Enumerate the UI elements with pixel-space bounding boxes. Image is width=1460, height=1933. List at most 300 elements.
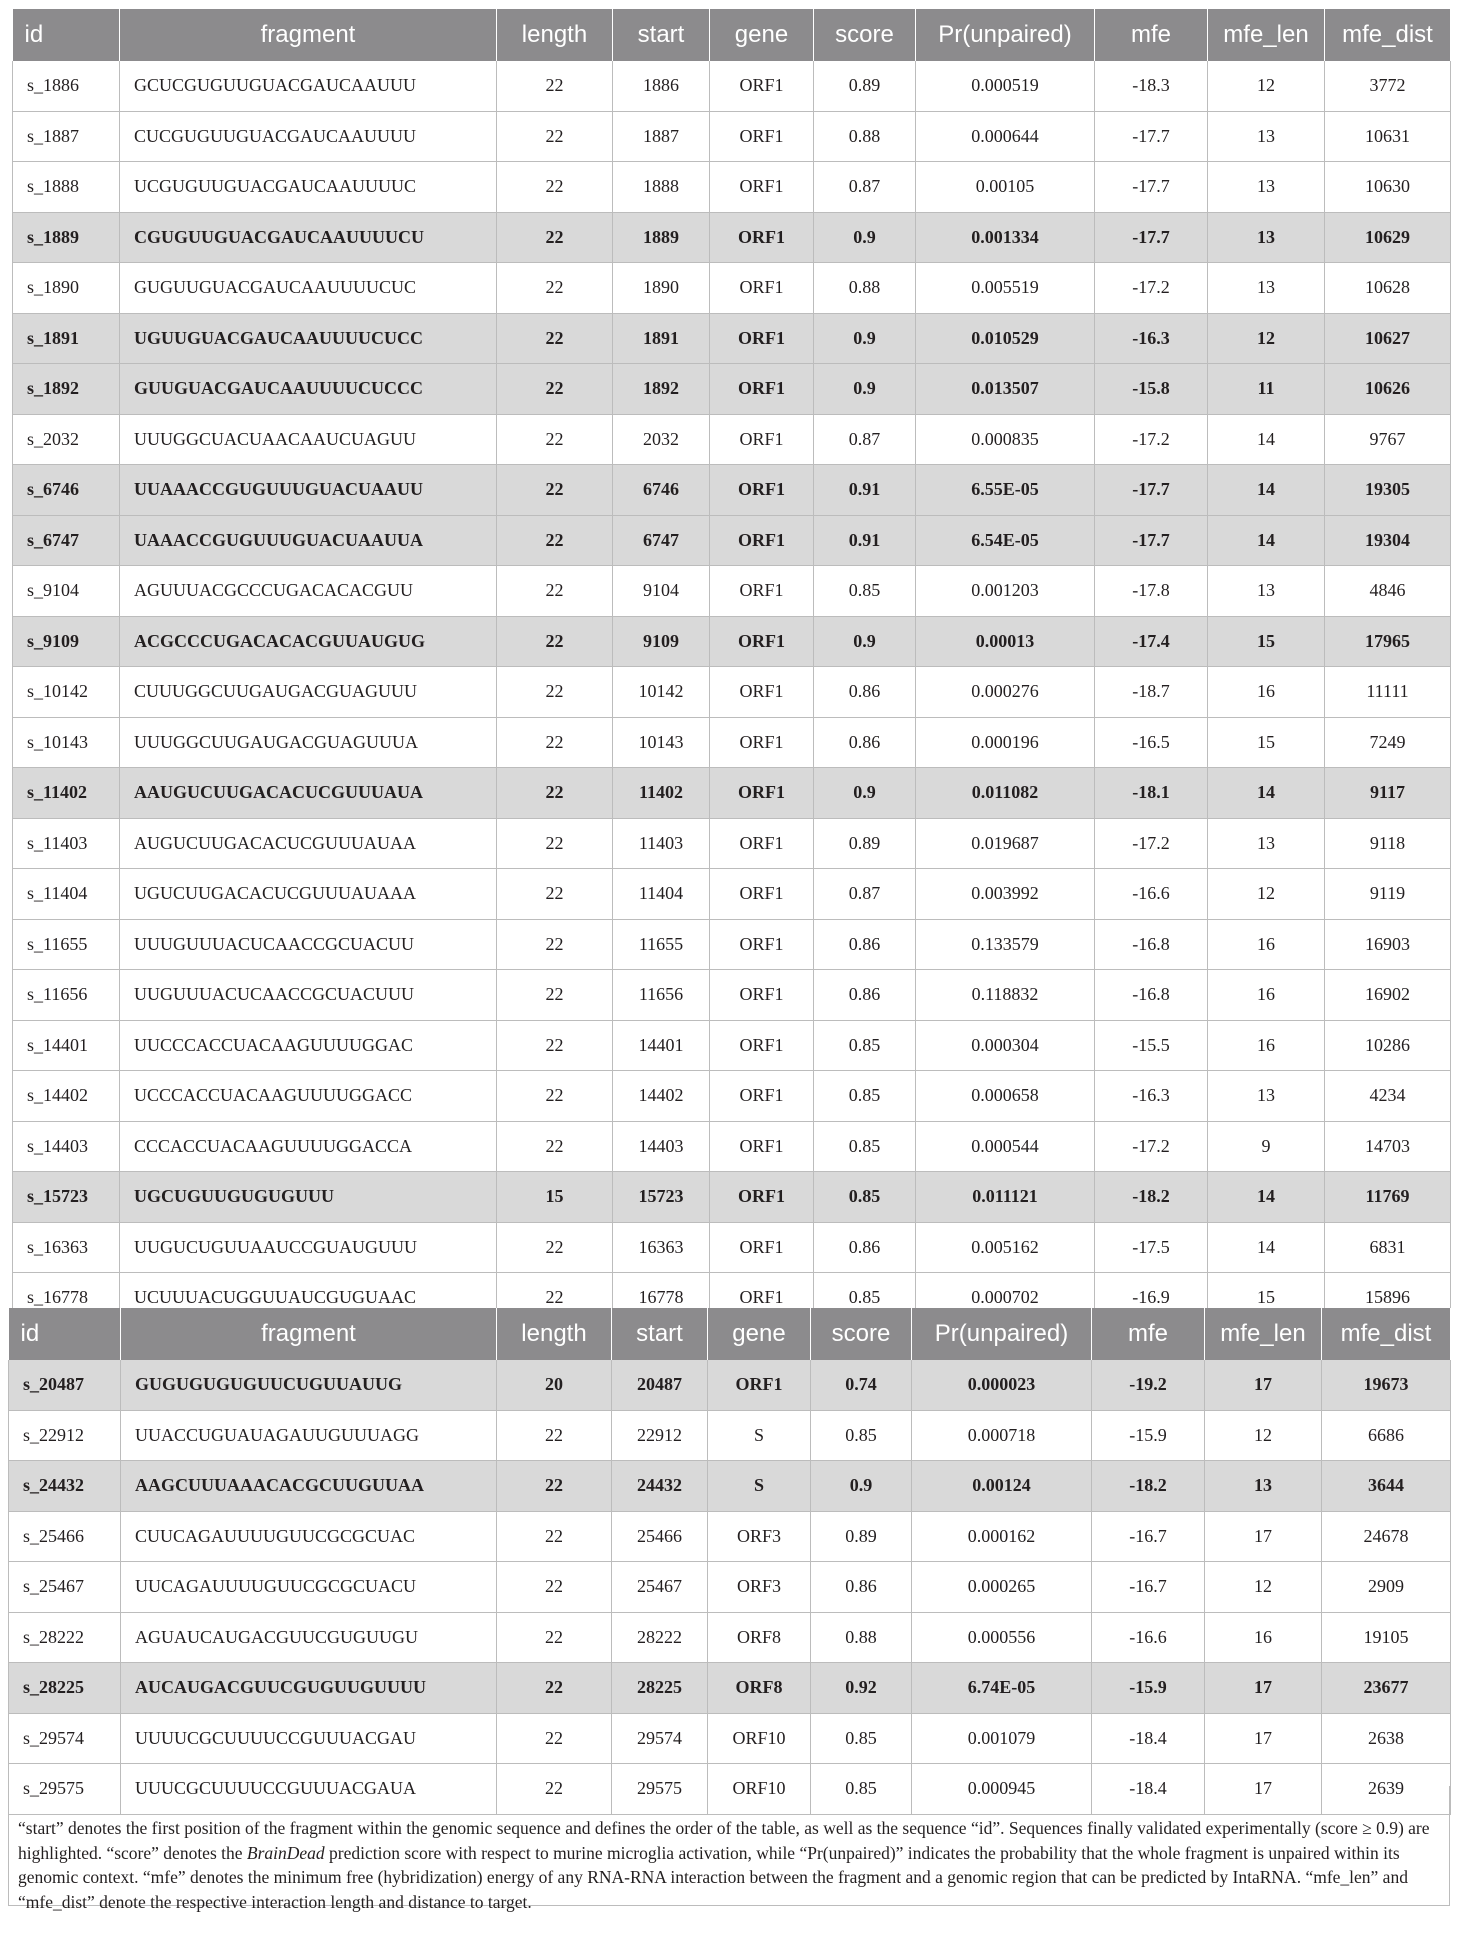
gene-cell: ORF1 <box>710 313 814 364</box>
start-cell: 14401 <box>613 1020 710 1071</box>
length-cell: 22 <box>497 1071 613 1122</box>
fragment-cell: UAAACCGUGUUUGUACUAAUUA <box>120 515 497 566</box>
pr-unpaired-cell: 0.00105 <box>916 162 1095 213</box>
id-cell: s_15723 <box>13 1172 120 1223</box>
table-header-row <box>9 1308 1451 1360</box>
column-header-id: id <box>9 1308 121 1360</box>
id-cell: s_16363 <box>13 1222 120 1273</box>
mfe-cell: -17.7 <box>1095 465 1208 516</box>
length-cell: 22 <box>497 768 613 819</box>
mfe-cell: -16.3 <box>1095 313 1208 364</box>
score-cell: 0.9 <box>811 1461 912 1512</box>
mfe-cell: -18.3 <box>1095 61 1208 111</box>
mfe-dist-cell: 9119 <box>1325 869 1451 920</box>
length-cell: 22 <box>497 313 613 364</box>
start-cell: 11656 <box>613 970 710 1021</box>
id-cell: s_11404 <box>13 869 120 920</box>
start-cell: 6746 <box>613 465 710 516</box>
pr-unpaired-cell: 0.118832 <box>916 970 1095 1021</box>
mfe-cell: -15.8 <box>1095 364 1208 415</box>
mfe-len-cell: 14 <box>1208 1172 1325 1223</box>
score-cell: 0.74 <box>811 1360 912 1410</box>
length-cell: 22 <box>497 1612 612 1663</box>
start-cell: 11403 <box>613 818 710 869</box>
fragment-cell: UUACCUGUAUAGAUUGUUUAGG <box>121 1410 497 1461</box>
id-cell: s_28222 <box>9 1612 121 1663</box>
mfe-dist-cell: 7249 <box>1325 717 1451 768</box>
start-cell: 28222 <box>612 1612 708 1663</box>
id-cell: s_24432 <box>9 1461 121 1512</box>
table-row <box>13 667 1451 718</box>
mfe-cell: -17.5 <box>1095 1222 1208 1273</box>
mfe-dist-cell: 16902 <box>1325 970 1451 1021</box>
column-header-mfe-dist: mfe_dist <box>1322 1308 1451 1360</box>
mfe-cell: -18.2 <box>1092 1461 1205 1512</box>
table-row <box>13 869 1451 920</box>
table-body <box>13 61 1451 1323</box>
table-row-highlighted <box>13 212 1451 263</box>
column-header-mfe: mfe <box>1092 1308 1205 1360</box>
column-header-start: start <box>612 1308 708 1360</box>
mfe-len-cell: 17 <box>1205 1360 1322 1410</box>
mfe-dist-cell: 6831 <box>1325 1222 1451 1273</box>
column-header-fragment: fragment <box>120 9 497 61</box>
pr-unpaired-cell: 0.011121 <box>916 1172 1095 1223</box>
column-header-start: start <box>613 9 710 61</box>
mfe-dist-cell: 3772 <box>1325 61 1451 111</box>
pr-unpaired-cell: 0.019687 <box>916 818 1095 869</box>
fragment-cell: UUAAACCGUGUUUGUACUAAUU <box>120 465 497 516</box>
pr-unpaired-cell: 0.000718 <box>912 1410 1092 1461</box>
mfe-len-cell: 13 <box>1208 212 1325 263</box>
length-cell: 22 <box>497 1020 613 1071</box>
gene-cell: S <box>708 1461 811 1512</box>
mfe-len-cell: 13 <box>1208 566 1325 617</box>
score-cell: 0.86 <box>814 717 916 768</box>
length-cell: 22 <box>497 818 613 869</box>
column-header-length: length <box>497 1308 612 1360</box>
mfe-len-cell: 17 <box>1205 1663 1322 1714</box>
mfe-cell: -16.6 <box>1092 1612 1205 1663</box>
length-cell: 22 <box>497 1562 612 1613</box>
column-header-score: score <box>811 1308 912 1360</box>
mfe-cell: -17.2 <box>1095 818 1208 869</box>
mfe-dist-cell: 19305 <box>1325 465 1451 516</box>
fragment-cell: GCUCGUGUUGUACGAUCAAUUU <box>120 61 497 111</box>
start-cell: 14403 <box>613 1121 710 1172</box>
length-cell: 22 <box>497 1713 612 1764</box>
mfe-dist-cell: 19673 <box>1322 1360 1451 1410</box>
fragment-cell: UCUUUACUGGUUAUCGUGUAAC <box>120 1273 497 1324</box>
gene-cell: ORF1 <box>710 1020 814 1071</box>
column-header-fragment: fragment <box>121 1308 497 1360</box>
pr-unpaired-cell: 0.001079 <box>912 1713 1092 1764</box>
id-cell: s_1891 <box>13 313 120 364</box>
table-row <box>9 1410 1451 1461</box>
fragment-cell: AGUUUACGCCCUGACACACGUU <box>120 566 497 617</box>
mfe-dist-cell: 16903 <box>1325 919 1451 970</box>
pr-unpaired-cell: 0.003992 <box>916 869 1095 920</box>
fragment-cell: UUUGGCUUGAUGACGUAGUUUA <box>120 717 497 768</box>
pr-unpaired-cell: 0.133579 <box>916 919 1095 970</box>
length-cell: 22 <box>497 465 613 516</box>
id-cell: s_1890 <box>13 263 120 314</box>
data-table-part-1 <box>12 9 1450 1324</box>
mfe-len-cell: 11 <box>1208 364 1325 415</box>
id-cell: s_1888 <box>13 162 120 213</box>
pr-unpaired-cell: 6.54E-05 <box>916 515 1095 566</box>
column-header-mfe-len: mfe_len <box>1208 9 1325 61</box>
id-cell: s_14403 <box>13 1121 120 1172</box>
score-cell: 0.87 <box>814 162 916 213</box>
score-cell: 0.89 <box>811 1511 912 1562</box>
fragment-cell: UUCCCACCUACAAGUUUUGGAC <box>120 1020 497 1071</box>
table-row <box>13 1020 1451 1071</box>
mfe-dist-cell: 23677 <box>1322 1663 1451 1714</box>
id-cell: s_1886 <box>13 61 120 111</box>
fragment-cell: UCGUGUUGUACGAUCAAUUUUC <box>120 162 497 213</box>
mfe-dist-cell: 10286 <box>1325 1020 1451 1071</box>
length-cell: 22 <box>497 970 613 1021</box>
length-cell: 22 <box>497 1764 612 1815</box>
id-cell: s_29574 <box>9 1713 121 1764</box>
mfe-len-cell: 16 <box>1208 919 1325 970</box>
mfe-cell: -18.1 <box>1095 768 1208 819</box>
gene-cell: ORF1 <box>710 515 814 566</box>
start-cell: 28225 <box>612 1663 708 1714</box>
table-body <box>9 1360 1451 1814</box>
score-cell: 0.89 <box>814 61 916 111</box>
fragment-cell: UGCUGUUGUGUGUUU <box>120 1172 497 1223</box>
table-row <box>13 818 1451 869</box>
gene-cell: ORF1 <box>710 1222 814 1273</box>
score-cell: 0.9 <box>814 364 916 415</box>
column-header-length: length <box>497 9 613 61</box>
gene-cell: ORF1 <box>710 1172 814 1223</box>
mfe-dist-cell: 11769 <box>1325 1172 1451 1223</box>
fragment-cell: ACGCCCUGACACACGUUAUGUG <box>120 616 497 667</box>
length-cell: 22 <box>497 1222 613 1273</box>
length-cell: 22 <box>497 61 613 111</box>
mfe-cell: -16.7 <box>1092 1511 1205 1562</box>
mfe-dist-cell: 9118 <box>1325 818 1451 869</box>
mfe-len-cell: 14 <box>1208 465 1325 516</box>
id-cell: s_11655 <box>13 919 120 970</box>
length-cell: 22 <box>497 919 613 970</box>
pr-unpaired-cell: 0.000196 <box>916 717 1095 768</box>
fragment-cell: UUGUUUACUCAACCGCUACUUU <box>120 970 497 1021</box>
mfe-cell: -17.7 <box>1095 212 1208 263</box>
pr-unpaired-cell: 0.000644 <box>916 111 1095 162</box>
id-cell: s_10143 <box>13 717 120 768</box>
table-row <box>9 1562 1451 1613</box>
pr-unpaired-cell: 0.001203 <box>916 566 1095 617</box>
mfe-len-cell: 13 <box>1205 1461 1322 1512</box>
mfe-cell: -18.7 <box>1095 667 1208 718</box>
mfe-cell: -15.9 <box>1092 1663 1205 1714</box>
length-cell: 22 <box>497 1121 613 1172</box>
score-cell: 0.86 <box>811 1562 912 1613</box>
mfe-cell: -17.7 <box>1095 515 1208 566</box>
gene-cell: ORF1 <box>710 970 814 1021</box>
length-cell: 20 <box>497 1360 612 1410</box>
mfe-cell: -18.4 <box>1092 1764 1205 1815</box>
table-row <box>9 1511 1451 1562</box>
mfe-dist-cell: 2639 <box>1322 1764 1451 1815</box>
length-cell: 22 <box>497 414 613 465</box>
fragment-cell: UUUCGCUUUUCCGUUUACGAUA <box>121 1764 497 1815</box>
mfe-dist-cell: 10627 <box>1325 313 1451 364</box>
score-cell: 0.86 <box>814 919 916 970</box>
gene-cell: ORF1 <box>710 1121 814 1172</box>
mfe-dist-cell: 14703 <box>1325 1121 1451 1172</box>
table-row-highlighted <box>13 1172 1451 1223</box>
mfe-len-cell: 14 <box>1208 515 1325 566</box>
start-cell: 10142 <box>613 667 710 718</box>
length-cell: 22 <box>497 364 613 415</box>
score-cell: 0.9 <box>814 768 916 819</box>
start-cell: 16363 <box>613 1222 710 1273</box>
id-cell: s_1889 <box>13 212 120 263</box>
table-row-highlighted <box>13 515 1451 566</box>
start-cell: 10143 <box>613 717 710 768</box>
mfe-cell: -18.2 <box>1095 1172 1208 1223</box>
table-row-highlighted <box>13 364 1451 415</box>
mfe-cell: -15.9 <box>1092 1410 1205 1461</box>
score-cell: 0.85 <box>811 1764 912 1815</box>
fragment-cell: AGUAUCAUGACGUUCGUGUUGU <box>121 1612 497 1663</box>
length-cell: 22 <box>497 717 613 768</box>
id-cell: s_9104 <box>13 566 120 617</box>
mfe-cell: -17.2 <box>1095 1121 1208 1172</box>
mfe-dist-cell: 9117 <box>1325 768 1451 819</box>
start-cell: 9104 <box>613 566 710 617</box>
mfe-len-cell: 12 <box>1208 61 1325 111</box>
length-cell: 22 <box>497 1410 612 1461</box>
table-row <box>13 1121 1451 1172</box>
fragment-cell: UGUUGUACGAUCAAUUUUCUCC <box>120 313 497 364</box>
id-cell: s_11403 <box>13 818 120 869</box>
score-cell: 0.85 <box>811 1410 912 1461</box>
length-cell: 22 <box>497 1511 612 1562</box>
score-cell: 0.87 <box>814 869 916 920</box>
start-cell: 6747 <box>613 515 710 566</box>
mfe-dist-cell: 10629 <box>1325 212 1451 263</box>
start-cell: 1891 <box>613 313 710 364</box>
gene-cell: ORF1 <box>710 61 814 111</box>
mfe-len-cell: 12 <box>1208 869 1325 920</box>
table-row-highlighted <box>9 1663 1451 1714</box>
start-cell: 25467 <box>612 1562 708 1613</box>
mfe-len-cell: 13 <box>1208 818 1325 869</box>
mfe-cell: -16.5 <box>1095 717 1208 768</box>
start-cell: 1892 <box>613 364 710 415</box>
score-cell: 0.86 <box>814 667 916 718</box>
gene-cell: ORF1 <box>710 212 814 263</box>
mfe-dist-cell: 19304 <box>1325 515 1451 566</box>
score-cell: 0.87 <box>814 414 916 465</box>
id-cell: s_1892 <box>13 364 120 415</box>
gene-cell: ORF1 <box>710 1071 814 1122</box>
column-header-mfe-len: mfe_len <box>1205 1308 1322 1360</box>
start-cell: 1890 <box>613 263 710 314</box>
pr-unpaired-cell: 0.000519 <box>916 61 1095 111</box>
mfe-len-cell: 9 <box>1208 1121 1325 1172</box>
gene-cell: ORF8 <box>708 1663 811 1714</box>
mfe-cell: -15.5 <box>1095 1020 1208 1071</box>
table-row-highlighted <box>13 465 1451 516</box>
id-cell: s_22912 <box>9 1410 121 1461</box>
pr-unpaired-cell: 0.013507 <box>916 364 1095 415</box>
score-cell: 0.85 <box>814 1071 916 1122</box>
mfe-dist-cell: 10631 <box>1325 111 1451 162</box>
mfe-dist-cell: 2638 <box>1322 1713 1451 1764</box>
pr-unpaired-cell: 0.000276 <box>916 667 1095 718</box>
id-cell: s_14402 <box>13 1071 120 1122</box>
fragment-cell: UGUCUUGACACUCGUUUAUAAA <box>120 869 497 920</box>
fragment-cell: AUGUCUUGACACUCGUUUAUAA <box>120 818 497 869</box>
table-row <box>9 1713 1451 1764</box>
mfe-dist-cell: 4234 <box>1325 1071 1451 1122</box>
gene-cell: ORF1 <box>710 111 814 162</box>
table-row-highlighted <box>13 768 1451 819</box>
table-row <box>13 263 1451 314</box>
score-cell: 0.89 <box>814 818 916 869</box>
length-cell: 22 <box>497 1273 613 1324</box>
fragment-cell: CUUCAGAUUUUGUUCGCGCUAC <box>121 1511 497 1562</box>
score-cell: 0.88 <box>814 263 916 314</box>
mfe-len-cell: 14 <box>1208 1222 1325 1273</box>
pr-unpaired-cell: 0.000304 <box>916 1020 1095 1071</box>
id-cell: s_1887 <box>13 111 120 162</box>
gene-cell: ORF1 <box>710 869 814 920</box>
mfe-len-cell: 17 <box>1205 1511 1322 1562</box>
mfe-dist-cell: 9767 <box>1325 414 1451 465</box>
table-row-highlighted <box>9 1360 1451 1410</box>
mfe-len-cell: 16 <box>1208 667 1325 718</box>
footnote-text-2: prediction score with respect to murine microglia activation, while “Pr(unpaired)” indicates the probability that the whole fragment is unpaired within its genomic context. “mfe” denotes the minimum free (hybridization) energy of any RNA-RNA interaction between the fragment and a genomic region that can be predicted by IntaRNA. “mfe_len” and “mfe_dist” denote the respective interaction length and distance to target. <box>18 1842 1408 1912</box>
id-cell: s_28225 <box>9 1663 121 1714</box>
pr-unpaired-cell: 0.000556 <box>912 1612 1092 1663</box>
mfe-len-cell: 15 <box>1208 717 1325 768</box>
gene-cell: ORF1 <box>710 465 814 516</box>
mfe-cell: -17.4 <box>1095 616 1208 667</box>
mfe-len-cell: 14 <box>1208 414 1325 465</box>
id-cell: s_9109 <box>13 616 120 667</box>
id-cell: s_25467 <box>9 1562 121 1613</box>
start-cell: 16778 <box>613 1273 710 1324</box>
table-row-highlighted <box>13 313 1451 364</box>
score-cell: 0.86 <box>814 970 916 1021</box>
mfe-cell: -16.8 <box>1095 919 1208 970</box>
length-cell: 22 <box>497 1461 612 1512</box>
length-cell: 22 <box>497 667 613 718</box>
mfe-cell: -16.3 <box>1095 1071 1208 1122</box>
pr-unpaired-cell: 0.005162 <box>916 1222 1095 1273</box>
start-cell: 24432 <box>612 1461 708 1512</box>
table-row-highlighted <box>13 616 1451 667</box>
fragment-cell: UUGUCUGUUAAUCCGUAUGUUU <box>120 1222 497 1273</box>
start-cell: 25466 <box>612 1511 708 1562</box>
length-cell: 22 <box>497 1663 612 1714</box>
gene-cell: ORF1 <box>710 364 814 415</box>
table-header-row <box>13 9 1451 61</box>
table-footnote <box>18 1816 1438 1914</box>
fragment-cell: AAUGUCUUGACACUCGUUUAUA <box>120 768 497 819</box>
fragment-cell: UUUGUUUACUCAACCGCUACUU <box>120 919 497 970</box>
score-cell: 0.9 <box>814 212 916 263</box>
length-cell: 22 <box>497 869 613 920</box>
table-row <box>13 162 1451 213</box>
gene-cell: ORF1 <box>710 717 814 768</box>
id-cell: s_29575 <box>9 1764 121 1815</box>
pr-unpaired-cell: 0.000265 <box>912 1562 1092 1613</box>
length-cell: 22 <box>497 566 613 617</box>
mfe-len-cell: 12 <box>1205 1410 1322 1461</box>
id-cell: s_2032 <box>13 414 120 465</box>
fragment-cell: CUUUGGCUUGAUGACGUAGUUU <box>120 667 497 718</box>
pr-unpaired-cell: 0.001334 <box>916 212 1095 263</box>
score-cell: 0.88 <box>814 111 916 162</box>
fragment-cell: GUGUGUGUGUUCUGUUAUUG <box>121 1360 497 1410</box>
id-cell: s_11402 <box>13 768 120 819</box>
mfe-dist-cell: 19105 <box>1322 1612 1451 1663</box>
id-cell: s_25466 <box>9 1511 121 1562</box>
mfe-len-cell: 17 <box>1205 1713 1322 1764</box>
gene-cell: ORF3 <box>708 1511 811 1562</box>
mfe-cell: -17.2 <box>1095 414 1208 465</box>
start-cell: 9109 <box>613 616 710 667</box>
pr-unpaired-cell: 0.010529 <box>916 313 1095 364</box>
gene-cell: ORF1 <box>710 566 814 617</box>
column-header-pr-unpaired: Pr(unpaired) <box>912 1308 1092 1360</box>
column-header-mfe-dist: mfe_dist <box>1325 9 1451 61</box>
gene-cell: ORF8 <box>708 1612 811 1663</box>
start-cell: 1887 <box>613 111 710 162</box>
score-cell: 0.85 <box>814 1273 916 1324</box>
gene-cell: ORF1 <box>710 818 814 869</box>
gene-cell: ORF10 <box>708 1713 811 1764</box>
pr-unpaired-cell: 0.000023 <box>912 1360 1092 1410</box>
mfe-cell: -16.9 <box>1095 1273 1208 1324</box>
score-cell: 0.85 <box>814 1172 916 1223</box>
start-cell: 1886 <box>613 61 710 111</box>
mfe-len-cell: 12 <box>1205 1562 1322 1613</box>
start-cell: 1889 <box>613 212 710 263</box>
pr-unpaired-cell: 0.000945 <box>912 1764 1092 1815</box>
start-cell: 11404 <box>613 869 710 920</box>
score-cell: 0.85 <box>814 1121 916 1172</box>
pr-unpaired-cell: 0.000544 <box>916 1121 1095 1172</box>
gene-cell: S <box>708 1410 811 1461</box>
pr-unpaired-cell: 0.000702 <box>916 1273 1095 1324</box>
gene-cell: ORF1 <box>710 1273 814 1324</box>
table-row <box>13 717 1451 768</box>
score-cell: 0.9 <box>814 313 916 364</box>
score-cell: 0.91 <box>814 465 916 516</box>
fragment-cell: UUUGGCUACUAACAAUCUAGUU <box>120 414 497 465</box>
mfe-cell: -19.2 <box>1092 1360 1205 1410</box>
pr-unpaired-cell: 0.00013 <box>916 616 1095 667</box>
pr-unpaired-cell: 0.011082 <box>916 768 1095 819</box>
fragment-cell: GUUGUACGAUCAAUUUUCUCCC <box>120 364 497 415</box>
id-cell: s_20487 <box>9 1360 121 1410</box>
start-cell: 22912 <box>612 1410 708 1461</box>
id-cell: s_6746 <box>13 465 120 516</box>
fragment-cell: CCCACCUACAAGUUUUGGACCA <box>120 1121 497 1172</box>
score-cell: 0.85 <box>814 1020 916 1071</box>
start-cell: 1888 <box>613 162 710 213</box>
